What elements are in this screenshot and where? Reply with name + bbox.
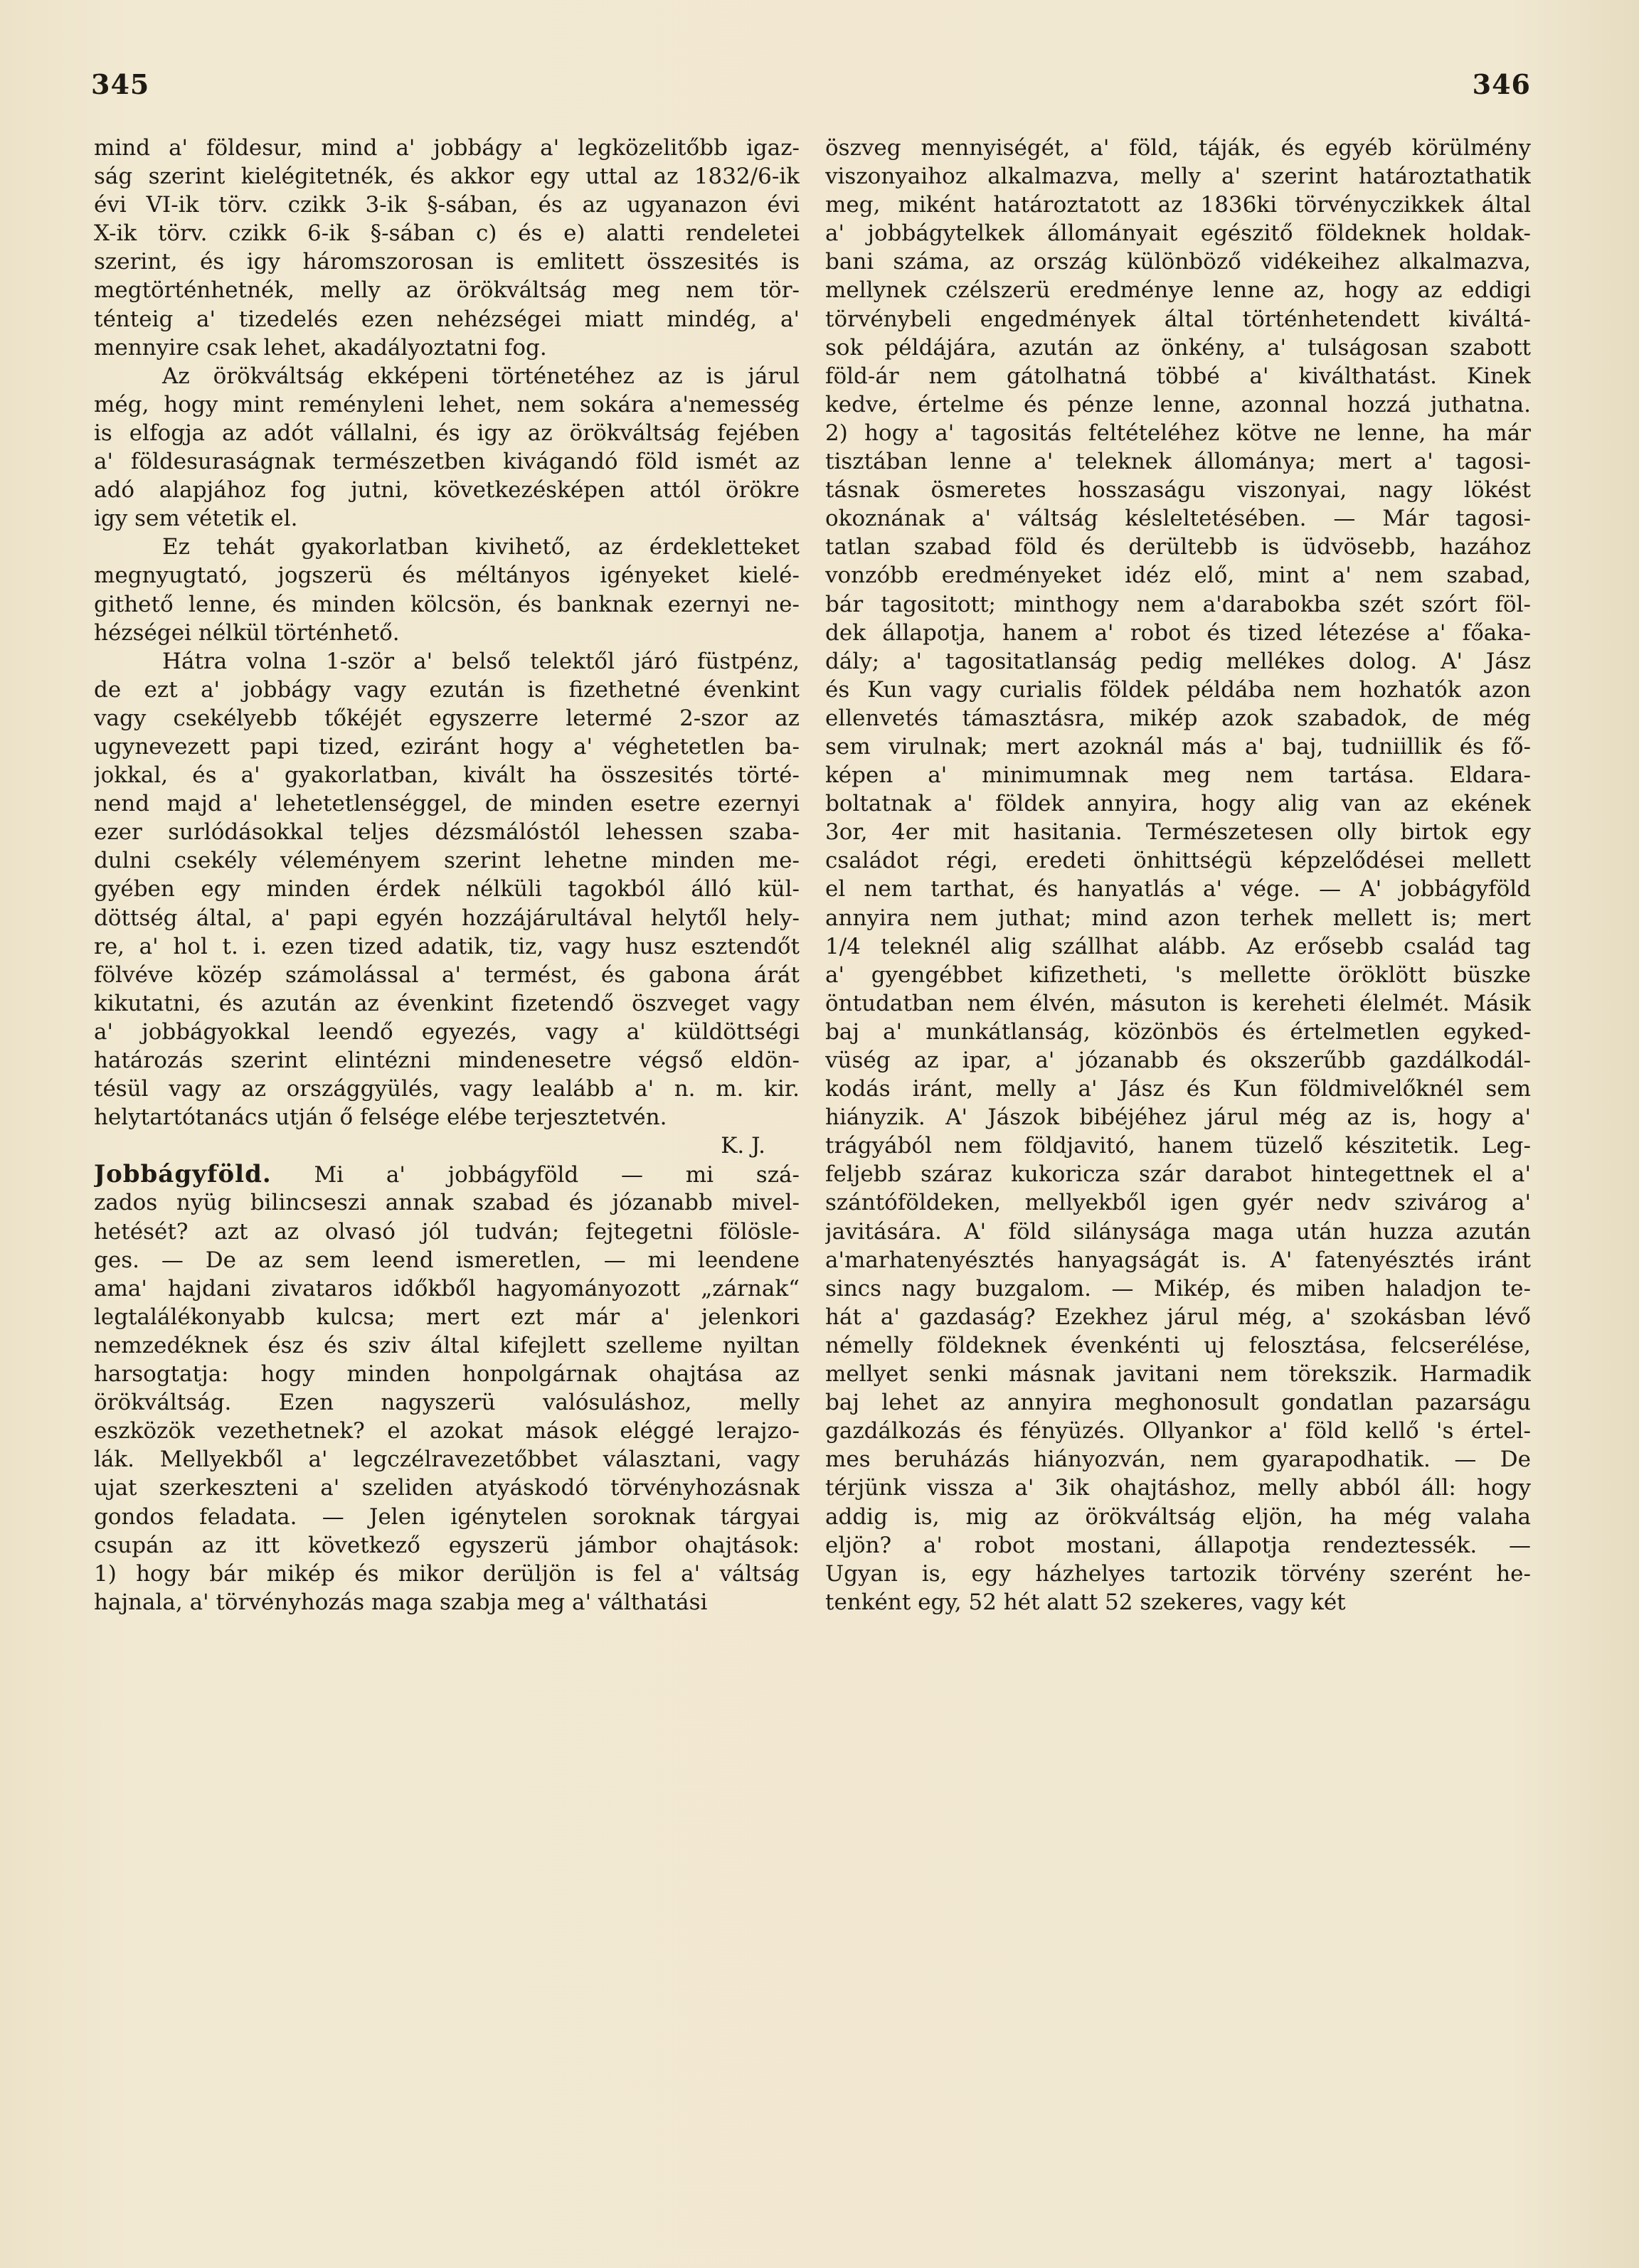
text-line: ezer surlódásokkal teljes dézsmálóstól lehessen szaba- [94, 819, 800, 846]
text-line: a' gyengébbet kifizetheti, 's mellette öröklött büszke [825, 962, 1531, 988]
text-line: helytartótanács utján ő felsége elébe terjesztetvén. [94, 1104, 667, 1131]
text-line: családot régi, eredeti önhittségü képzelődései mellett [825, 848, 1531, 874]
text-line: föld-ár nem gátolhatná többé a' kiválthatást. Kinek [825, 363, 1531, 389]
text-line: öntudatban nem élvén, másuton is kereheti élelmét. Másik [825, 990, 1531, 1016]
text-line: jokkal, és a' gyakorlatban, kivált ha összesités törté- [94, 762, 800, 789]
text-line: dek állapotja, hanem a' robot és tized létezése a' főaka- [825, 619, 1531, 646]
text-line: gondos feladata. — Jelen igénytelen soroknak tárgyai [94, 1503, 800, 1530]
text-line: és Kun vagy curialis földek példába nem hozhatók azon [825, 676, 1531, 703]
text-line: hiányzik. A' Jászok bibéjéhez járul még az is, hogy a' [825, 1104, 1531, 1131]
text-line: baj lehet az annyira meghonosult gondatlan pazarságu [825, 1390, 1531, 1416]
text-line: addig is, mig az örökváltság eljön, ha még valaha [825, 1503, 1531, 1530]
text-line: tenként egy, 52 hét alatt 52 szekeres, vagy két [825, 1589, 1346, 1615]
text-line: harsogtatja: hogy minden honpolgárnak ohajtása az [94, 1361, 800, 1388]
text-line: hézségei nélkül történhető. [94, 619, 400, 646]
text-line: a' jobbágyokkal leendő egyezés, vagy a' küldöttségi [94, 1018, 800, 1045]
text-line: legtalálékonyabb kulcsa; mert ezt már a' jelenkori [94, 1304, 800, 1330]
text-line: 1/4 teleknél alig szállhat alább. Az erősebb család tag [825, 933, 1531, 959]
text-line: el nem tarthat, és hanyatlás a' vége. — A' jobbágyföld [825, 876, 1531, 903]
text-line: évi VI-ik törv. czikk 3-ik §-sában, és az ugyanazon évi [94, 192, 800, 218]
text-line: öszveg mennyiségét, a' föld, táják, és egyéb körülmény [825, 135, 1531, 161]
text-line: githető lenne, és minden kölcsön, és banknak ezernyi ne- [94, 591, 800, 617]
text-line: dály; a' tagositatlanság pedig mellékes dolog. A' Jász [825, 648, 1531, 674]
text-line: 2) hogy a' tagositás feltételéhez kötve ne lenne, ha már [825, 420, 1531, 446]
text-line: eszközök vezethetnek? el azokat mások eléggé lerajzo- [94, 1418, 800, 1444]
text-line: okoznának a' váltság késleltetésében. — Már tagosi- [825, 506, 1531, 532]
text-line: meg, miként határoztatott az 1836ki törvényczikkek által [825, 192, 1531, 218]
text-line: lák. Mellyekből a' legczélravezetőbbet választani, vagy [94, 1447, 800, 1473]
text-line: 3or, 4er mit hasitania. Természetesen olly birtok egy [825, 819, 1531, 846]
text-line: fölvéve közép számolással a' termést, és gabona árát [94, 962, 800, 988]
text-line: döttség által, a' papi egyén hozzájárultával helytől hely- [94, 905, 800, 931]
text-line: is elfogja az adót vállalni, és igy az örökváltság fejében [94, 420, 800, 446]
text-line: bani száma, az ország különböző vidékeihez alkalmazva, [825, 249, 1531, 275]
text-line: Hátra volna 1-ször a' belső telektől járó füstpénz, [162, 648, 800, 674]
text-line: re, a' hol t. i. ezen tized adatik, tiz, vagy husz esztendőt [94, 933, 800, 959]
text-line: törvénybeli engedmények által történhetendett kiváltá- [825, 306, 1531, 332]
text-line: gyében egy minden érdek nélküli tagokból álló kül- [94, 876, 800, 903]
text-line: kedve, értelme és pénze lenne, azonnal hozzá juthatna. [825, 391, 1531, 417]
text-line: gazdálkozás és fényüzés. Ollyankor a' föld kellő 's értel- [825, 1418, 1531, 1444]
text-line: baj a' munkátlanság, közönbös és értelmetlen egyked- [825, 1018, 1531, 1045]
left-text-column [94, 134, 800, 1617]
text-line: némelly földeknek évenkénti uj felosztása, felcserélése, [825, 1332, 1531, 1358]
text-line: megnyugtató, jogszerü és méltányos igényeket kielé- [94, 563, 800, 589]
text-line: nemzedéknek ész és sziv által kifejlett szelleme nyiltan [94, 1332, 800, 1358]
text-line: kikutatni, és azután az évenkint fizetendő öszveget vagy [94, 990, 800, 1016]
text-line: örökváltság. Ezen nagyszerü valósuláshoz, melly [94, 1390, 800, 1416]
text-line: hetését? azt az olvasó jól tudván; fejtegetni fölösle- [94, 1218, 800, 1245]
text-line: trágyából nem földjavitó, hanem tüzelő készitetik. Leg- [825, 1133, 1531, 1159]
text-line: Ez tehát gyakorlatban kivihető, az érdekletteket [162, 534, 800, 560]
text-line: ugynevezett papi tized, eziránt hogy a' véghetetlen ba- [94, 733, 800, 760]
text-line: bár tagositott; minthogy nem a'darabokba szét szórt föl- [825, 591, 1531, 617]
text-line: még, hogy mint reményleni lehet, nem sokára a'nemesség [94, 391, 800, 417]
text-line: sem virulnak; mert azoknál más a' baj, tudniillik és fő- [825, 733, 1531, 760]
text-line: a' jobbágytelkek állományait egészitő földeknek holdak- [825, 220, 1531, 247]
text-line: ujat szerkeszteni a' szeliden atyáskodó törvényhozásnak [94, 1475, 800, 1501]
text-line: tatlan szabad föld és derültebb is üdvösebb, hazához [825, 534, 1531, 560]
text-line: X-ik törv. czikk 6-ik §-sában c) és e) alatti rendeletei [94, 220, 800, 247]
text-line: szerint, és igy háromszorosan is emlitett összesités is [94, 249, 800, 275]
page-number-right: 346 [1472, 68, 1531, 100]
page-number-left: 345 [91, 68, 150, 100]
text-line: ellenvetés támasztásra, mikép azok szabadok, de még [825, 705, 1531, 731]
text-line: adó alapjához fog jutni, következésképen attól örökre [94, 477, 800, 504]
text-line: mennyire csak lehet, akadályoztatni fog. [94, 334, 547, 361]
text-line: mind a' földesur, mind a' jobbágy a' legközelitőbb igaz- [94, 135, 800, 161]
text-line: megtörténhetnék, melly az örökváltság meg nem tör- [94, 277, 800, 304]
text-line: Az örökváltság ekképeni történetéhez az is járul [162, 363, 800, 389]
text-line: sincs nagy buzgalom. — Mikép, és miben haladjon te- [825, 1275, 1531, 1301]
text-line: ság szerint kielégitetnék, és akkor egy uttal az 1832/6-ik [94, 164, 800, 190]
text-line: ges. — De az sem leend ismeretlen, — mi leendene [94, 1247, 800, 1273]
text-line: ama' hajdani zivataros időkből hagyományozott „zárnak“ [94, 1275, 800, 1301]
text-line: a' földesuraságnak természetben kivágandó föld ismét az [94, 449, 800, 475]
text-line: csupán az itt következő egyszerü jámbor ohajtások: [94, 1532, 800, 1558]
text-line: tásnak ösmeretes hosszaságu viszonyai, nagy lökést [825, 477, 1531, 504]
text-line: mellynek czélszerü eredménye lenne az, hogy az eddigi [825, 277, 1531, 304]
text-line: K. J. [721, 1133, 765, 1159]
text-line: sok példájára, azután az önkény, a' tulságosan szabott [825, 334, 1531, 361]
article-heading: Jobbágyföld. [94, 1160, 272, 1189]
text-line: mellyet senki másnak javitani nem törekszik. Harmadik [825, 1361, 1531, 1388]
text-line: vüség az ipar, a' józanabb és okszerűbb gazdálkodál- [825, 1048, 1531, 1073]
text-line: tésül vagy az országgyülés, vagy lealább a' n. m. kir. [94, 1076, 800, 1102]
text-line: hát a' gazdaság? Ezekhez járul még, a' szokásban lévő [825, 1304, 1531, 1330]
text-line: 1) hogy bár mikép és mikor derüljön is fel a' váltság [94, 1560, 800, 1587]
text-line: dulni csekély véleményem szerint lehetne minden me- [94, 848, 800, 874]
text-line: boltatnak a' földek annyira, hogy alig van az ekének [825, 791, 1531, 817]
text-line: képen a' minimumnak meg nem tartása. Eldara- [825, 762, 1531, 789]
text-line: igy sem vétetik el. [94, 506, 298, 532]
text-line: hajnala, a' törvényhozás maga szabja meg a' válthatási [94, 1589, 708, 1615]
text-line: a'marhatenyésztés hanyagságát is. A' fatenyésztés iránt [825, 1247, 1531, 1273]
text-line: feljebb száraz kukoricza szár darabot hintegettnek el a' [825, 1161, 1531, 1188]
right-text-column [825, 134, 1531, 1617]
text-line: vagy csekélyebb tőkéjét egyszerre letermé 2-szor az [94, 705, 800, 731]
text-line: tisztában lenne a' teleknek állománya; mert a' tagosi- [825, 449, 1531, 475]
text-line: térjünk vissza a' 3ik ohajtáshoz, melly abból áll: hogy [825, 1475, 1531, 1501]
text-line: ténteig a' tizedelés ezen nehézségei miatt mindég, a' [94, 306, 800, 332]
text-line: de ezt a' jobbágy vagy ezután is fizethetné évenkint [94, 676, 800, 703]
text-line: szántóföldeken, mellyekből igen gyér nedv szivárog a' [825, 1190, 1531, 1216]
text-line: annyira nem juthat; mind azon terhek mellett is; mert [825, 905, 1531, 931]
text-line: vonzóbb eredményeket idéz elő, mint a' nem szabad, [825, 563, 1531, 589]
text-line: mes beruházás hiányozván, nem gyarapodhatik. — De [825, 1447, 1531, 1473]
text-line: nend majd a' lehetetlenséggel, de minden esetre ezernyi [94, 791, 800, 817]
text-line: határozás szerint elintézni mindenesetre végső eldön- [94, 1048, 800, 1073]
text-line: kodás iránt, melly a' Jász és Kun földmivelőknél sem [825, 1076, 1531, 1102]
text-line: Ugyan is, egy házhelyes tartozik törvény szerént he- [825, 1560, 1531, 1587]
text-line: javitására. A' föld silánysága maga után huzza azután [825, 1218, 1531, 1245]
text-line: viszonyaihoz alkalmazva, melly a' szerint határoztathatik [825, 164, 1531, 190]
text-line: zados nyüg bilincseszi annak szabad és józanabb mivel- [94, 1190, 800, 1216]
text-line: Jobbágyföld. Mi a' jobbágyföld — mi szá- [94, 1160, 800, 1189]
text-line: eljön? a' robot mostani, állapotja rendeztessék. — [825, 1532, 1531, 1558]
